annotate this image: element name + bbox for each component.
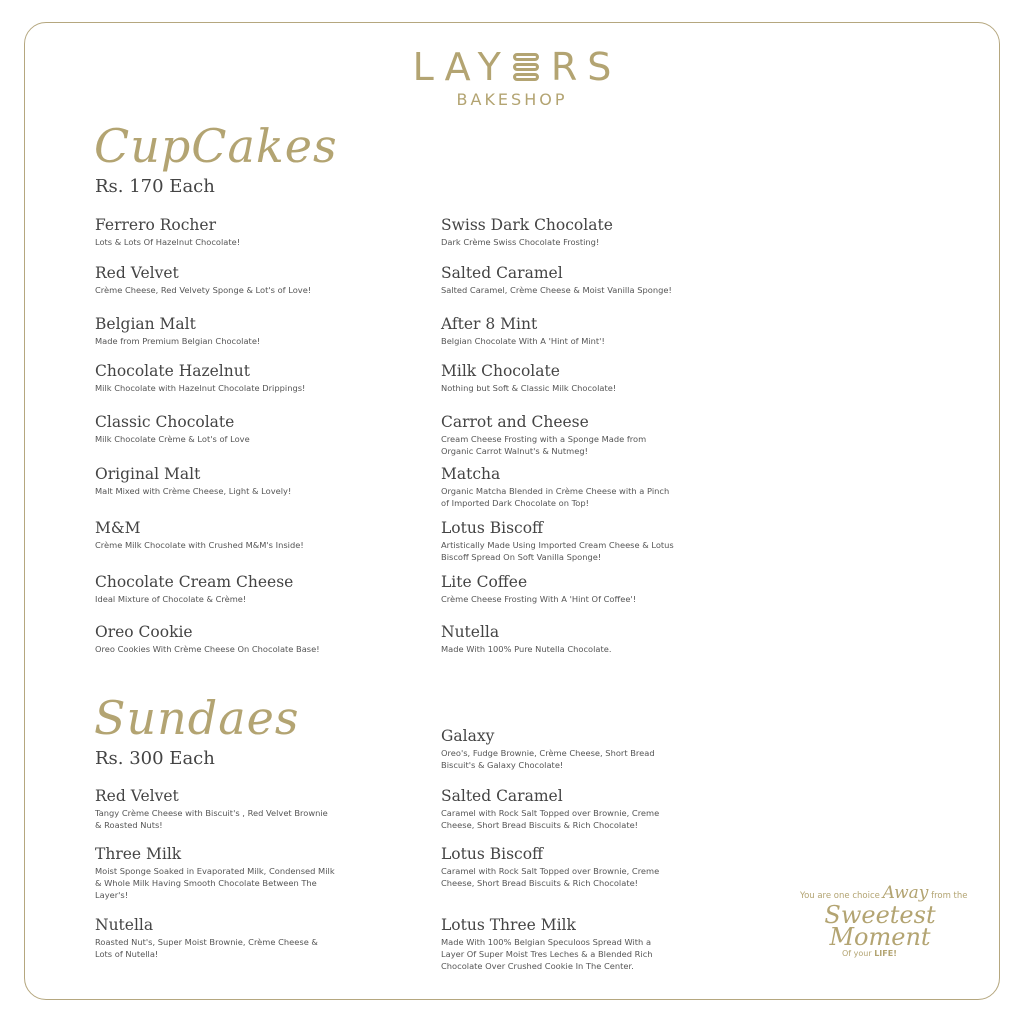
menu-item — [95, 362, 335, 394]
brand-name — [403, 46, 622, 88]
tagline-life: LIFE! — [874, 949, 897, 958]
menu-item — [441, 465, 676, 509]
tagline-away: Away — [882, 883, 929, 903]
menu-item — [95, 845, 335, 901]
menu-item — [95, 315, 335, 347]
item-description: Made With 100% Pure Nutella Chocolate. — [441, 644, 612, 654]
item-description: Oreo's, Fudge Brownie, Crème Cheese, Short Bread Biscuit's & Galaxy Chocolate! — [441, 748, 655, 770]
item-description: Caramel with Rock Salt Topped over Brownie, Creme Cheese, Short Bread Biscuits & Rich Chocolate! — [441, 808, 660, 830]
menu-item — [441, 845, 676, 889]
item-description: Cream Cheese Frosting with a Sponge Made from Organic Carrot Walnut's & Nutmeg! — [441, 434, 647, 456]
menu-item — [441, 413, 676, 457]
layers-stack-icon — [511, 50, 541, 84]
item-name: Nutella — [441, 623, 500, 641]
item-name: Chocolate Cream Cheese — [95, 573, 294, 591]
tagline-after: from the — [928, 891, 968, 901]
tagline — [800, 883, 968, 960]
item-description: Salted Caramel, Crème Cheese & Moist Vanilla Sponge! — [441, 285, 672, 295]
item-name: Salted Caramel — [441, 264, 563, 282]
item-description: Lots & Lots Of Hazelnut Chocolate! — [95, 237, 241, 247]
brand-logo — [0, 46, 1024, 110]
menu-item — [441, 216, 676, 248]
menu-item — [441, 916, 676, 972]
item-description: Tangy Crème Cheese with Biscuit's , Red Velvet Brownie & Roasted Nuts! — [95, 808, 328, 830]
menu-item — [441, 519, 676, 563]
menu-item — [95, 264, 335, 296]
menu-item — [441, 315, 676, 347]
tagline-before: You are one choice — [800, 891, 883, 901]
item-name: Red Velvet — [95, 264, 179, 282]
item-name: Classic Chocolate — [95, 413, 235, 431]
cupcakes-title: CupCakes — [94, 119, 338, 173]
item-name: Carrot and Cheese — [441, 413, 589, 431]
menu-item — [441, 727, 676, 771]
item-description: Dark Crème Swiss Chocolate Frosting! — [441, 237, 600, 247]
item-description: Caramel with Rock Salt Topped over Brownie, Creme Cheese, Short Bread Biscuits & Rich Chocolate! — [441, 866, 660, 888]
menu-item — [95, 413, 335, 445]
menu-item — [95, 216, 335, 248]
item-name: Belgian Malt — [95, 315, 196, 333]
item-description: Ideal Mixture of Chocolate & Crème! — [95, 594, 247, 604]
menu-item — [95, 465, 335, 497]
menu-item — [95, 519, 335, 551]
item-name: Original Malt — [95, 465, 201, 483]
item-name: Lite Coffee — [441, 573, 528, 591]
item-name: Matcha — [441, 465, 501, 483]
item-description: Milk Chocolate with Hazelnut Chocolate Drippings! — [95, 383, 306, 393]
cupcakes-price: Rs. 170 Each — [95, 176, 215, 197]
item-description: Made With 100% Belgian Speculoos Spread With a Layer Of Super Moist Tres Leches & a Blended Rich Chocolate Over Crushed Cookie In The Center. — [441, 937, 653, 971]
item-description: Crème Cheese Frosting With A 'Hint Of Coffee'! — [441, 594, 637, 604]
item-name: Ferrero Rocher — [95, 216, 216, 234]
menu-item — [441, 362, 676, 394]
tagline-line4 — [800, 948, 960, 960]
menu-item — [441, 623, 676, 655]
item-description: Malt Mixed with Crème Cheese, Light & Lovely! — [95, 486, 292, 496]
menu-item — [441, 787, 676, 831]
item-name: Swiss Dark Chocolate — [441, 216, 613, 234]
item-description: Milk Chocolate Crème & Lot's of Love — [95, 434, 250, 444]
item-name: Chocolate Hazelnut — [95, 362, 250, 380]
item-name: Salted Caramel — [441, 787, 563, 805]
item-description: Nothing but Soft & Classic Milk Chocolate! — [441, 383, 617, 393]
item-name: After 8 Mint — [441, 315, 538, 333]
tagline-sweetest: Sweetest — [824, 901, 936, 929]
item-name: Lotus Biscoff — [441, 845, 544, 863]
item-description: Roasted Nut's, Super Moist Brownie, Crème Cheese & Lots of Nutella! — [95, 937, 318, 959]
brand-name-part1: LAY — [412, 45, 511, 89]
item-name: Lotus Biscoff — [441, 519, 544, 537]
item-description: Organic Matcha Blended in Crème Cheese with a Pinch of Imported Dark Chocolate on Top! — [441, 486, 670, 508]
item-description: Crème Cheese, Red Velvety Sponge & Lot's of Love! — [95, 285, 312, 295]
menu-item — [95, 623, 335, 655]
brand-subtitle: BAKESHOP — [456, 90, 568, 109]
tagline-moment: Moment — [829, 923, 931, 951]
item-name: Galaxy — [441, 727, 495, 745]
menu-item — [441, 573, 676, 605]
item-description: Artistically Made Using Imported Cream Cheese & Lotus Biscoff Spread On Soft Vanilla Sponge! — [441, 540, 674, 562]
item-description: Crème Milk Chocolate with Crushed M&M's Inside! — [95, 540, 304, 550]
menu-item — [95, 573, 335, 605]
item-name: Three Milk — [95, 845, 182, 863]
item-description: Moist Sponge Soaked in Evaporated Milk, Condensed Milk & Whole Milk Having Smooth Chocolate Between The Layer's! — [95, 866, 335, 900]
item-name: Nutella — [95, 916, 154, 934]
item-description: Made from Premium Belgian Chocolate! — [95, 336, 261, 346]
item-description: Belgian Chocolate With A 'Hint of Mint'! — [441, 336, 605, 346]
sundaes-price: Rs. 300 Each — [95, 748, 215, 769]
item-name: Lotus Three Milk — [441, 916, 576, 934]
item-name: Milk Chocolate — [441, 362, 560, 380]
menu-item — [95, 916, 335, 960]
item-name: Oreo Cookie — [95, 623, 193, 641]
menu-item — [441, 264, 676, 296]
tagline-of-your: Of your — [842, 949, 875, 958]
sundaes-title: Sundaes — [94, 691, 300, 745]
brand-name-part2: RS — [550, 45, 622, 89]
item-name: Red Velvet — [95, 787, 179, 805]
menu-item — [95, 787, 335, 831]
item-name: M&M — [95, 519, 141, 537]
item-description: Oreo Cookies With Crème Cheese On Chocolate Base! — [95, 644, 320, 654]
